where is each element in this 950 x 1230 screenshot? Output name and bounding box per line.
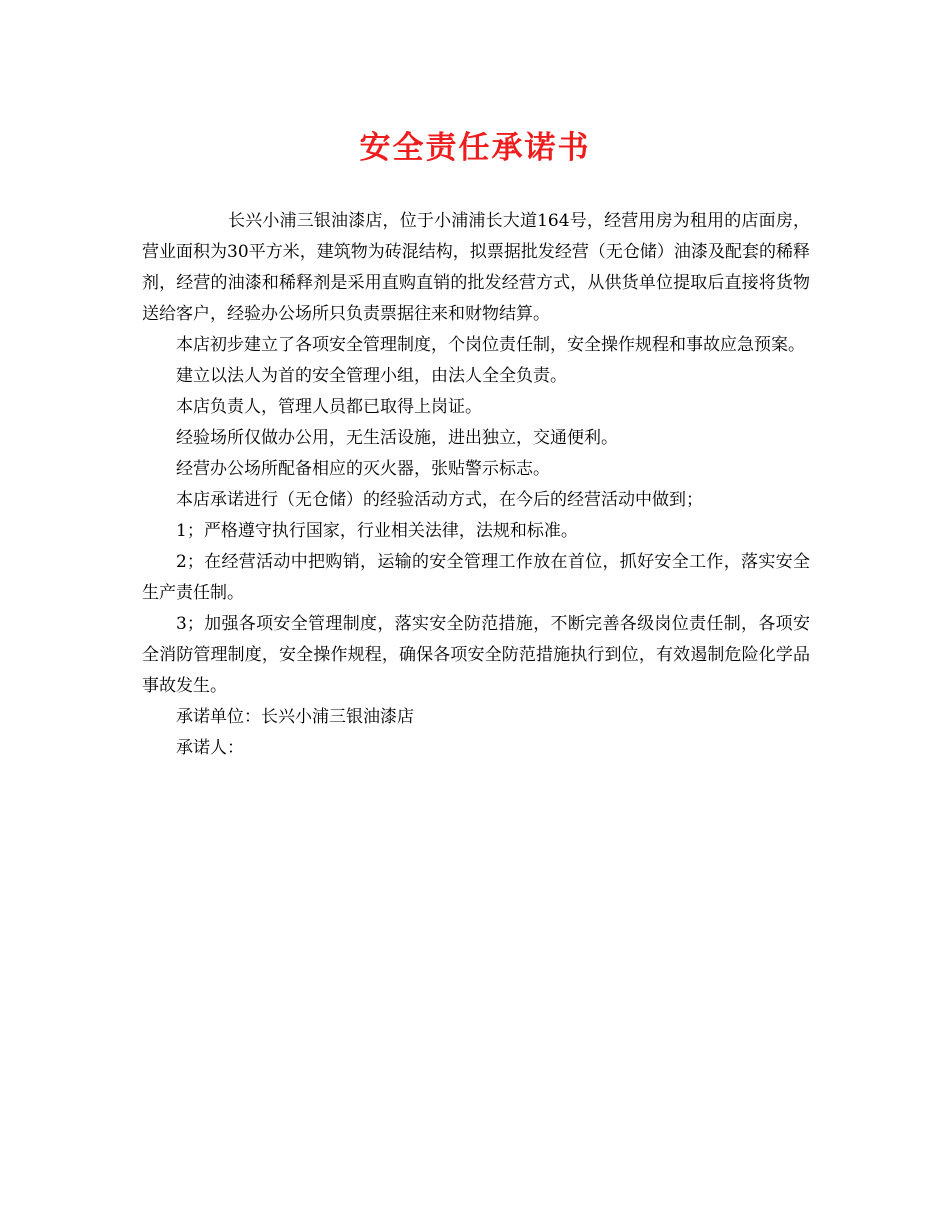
paragraph-store-description: 长兴小浦三银油漆店，位于小浦浦长大道164号，经营用房为租用的店面房，营业面积为30平方米，建筑物为砖混结构，拟票据批发经营（无仓储）油漆及配套的稀释剂，经营的油漆和稀释剂是采用直购直销的批发经营方式，从供货单位提取后直接将货物送给客户，经验办公场所只负责票据往来和财物结算。 — [142, 211, 810, 324]
document-title: 安全责任承诺书 — [359, 130, 591, 166]
paragraph-commitment-1: 1；严格遵守执行国家，行业相关法律，法规和标准。 — [176, 521, 578, 541]
paragraph-certificates: 本店负责人，管理人员都已取得上岗证。 — [176, 397, 482, 417]
paragraph-office-use: 经验场所仅做办公用，无生活设施，进出独立，交通便利。 — [176, 428, 618, 448]
paragraph-committing-unit: 承诺单位：长兴小浦三银油漆店 — [176, 707, 414, 727]
paragraph-fire-extinguisher: 经营办公场所配备相应的灭火器，张贴警示标志。 — [176, 459, 550, 479]
paragraph-committing-person: 承诺人： — [176, 738, 244, 758]
paragraph-commitment-intro: 本店承诺进行（无仓储）的经验活动方式，在今后的经营活动中做到； — [176, 490, 703, 510]
document-body — [142, 206, 810, 764]
paragraph-safety-system: 本店初步建立了各项安全管理制度，个岗位责任制，安全操作规程和事故应急预案。 — [176, 335, 805, 355]
paragraph-commitment-2: 2；在经营活动中把购销，运输的安全管理工作放在首位，抓好安全工作，落实安全生产责任制。 — [142, 552, 810, 603]
paragraph-management-group: 建立以法人为首的安全管理小组，由法人全全负责。 — [176, 366, 567, 386]
paragraph-commitment-3: 3；加强各项安全管理制度，落实安全防范措施，不断完善各级岗位责任制，各项安全消防管理制度，安全操作规程，确保各项安全防范措施执行到位，有效遏制危险化学品事故发生。 — [142, 614, 810, 696]
